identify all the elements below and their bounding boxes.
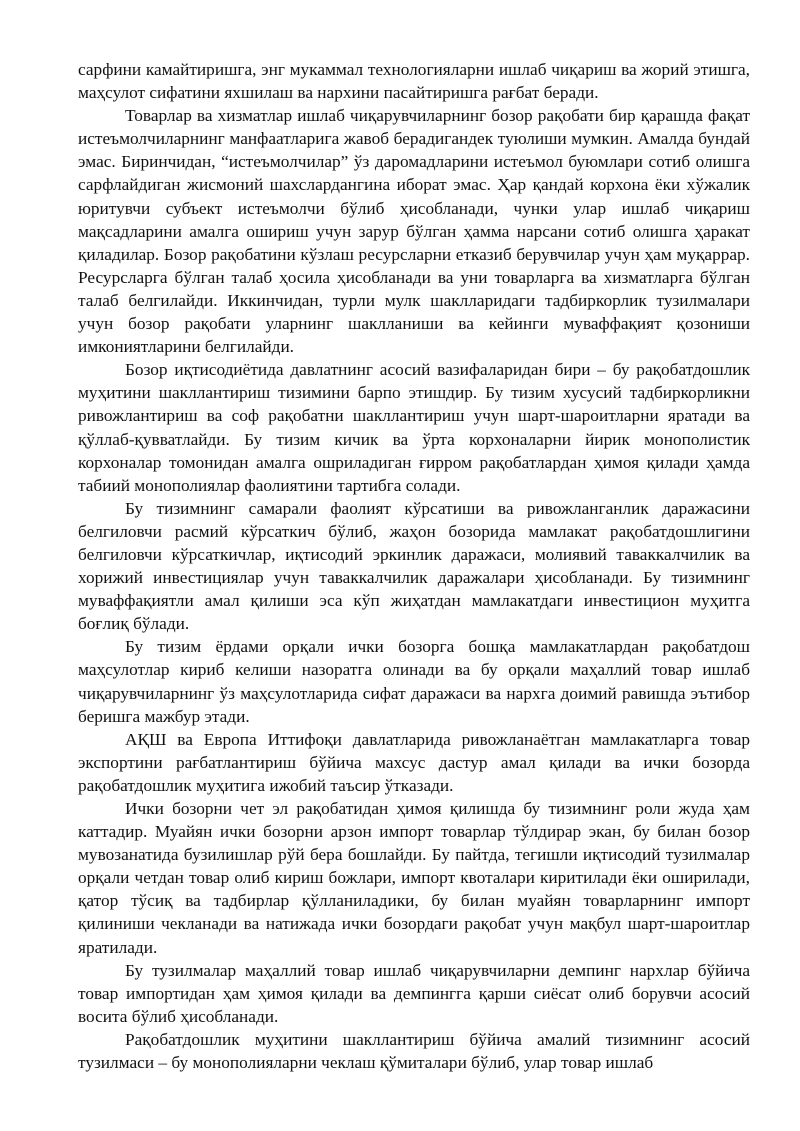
paragraph-continued: сарфини камайтиришга, энг мукаммал технологияларни ишлаб чиқариш ва жорий этишга, маҳсулот сифатини яхшилаш ва нархини пасайтиришга рағбат беради. xyxy=(78,60,750,103)
paragraph-usa-eu: АҚШ ва Европа Иттифоқи давлатларида ривожланаётган мамлакатларга товар экспортини рағбатлантириш бўйича махсус дастур амал қилади ва ички бозорда рақобатдошлик муҳитига ижобий таъсир ўтказади. xyxy=(78,729,750,795)
document-page xyxy=(78,58,750,1074)
paragraph-domestic-protection: Ички бозорни чет эл рақобатидан ҳимоя қилишда бу тизимнинг роли жуда ҳам каттадир. Муайян ички бозорни арзон импорт товарлар тўлдирар экан, бу билан бозор мувозанатида бузилишлар рўй бера бошлайди. Бу пайтда, тегишли иқтисодий тузилмалар орқали четдан товар олиб кириш божлари, импорт квоталари киритилади ёки оширилади, қатор тўсиқ ва тадбирлар қўлланиладики, бу билан муайян товарларнинг импорт қилиниши чекланади ва натижада ички бозордаги рақобат учун мақбул шарт-шароитлар яратилади. xyxy=(78,799,750,957)
paragraph-import-control: Бу тизим ёрдами орқали ички бозорга бошқа мамлакатлардан рақобатдош маҳсулотлар кириб келиши назоратга олинади ва бу орқали маҳаллий товар ишлаб чиқарувчиларнинг ўз маҳсулотларида сифат даражаси ва нархга доимий равишда эътибор беришга мажбур этади. xyxy=(78,637,750,726)
paragraph-indicators: Бу тизимнинг самарали фаолият кўрсатиши ва ривожланганлик даражасини белгиловчи расмий кўрсаткич бўлиб, жаҳон бозорида мамлакат рақобатдошлигини белгиловчи кўрсаткичлар, иқтисодий эркинлик даражаси, молиявий таваккалчилик ва хорижий инвестициялар учун таваккалчилик даражалари ҳисобланади. Бу тизимнинг муваффақиятли амал қилиши эса кўп жиҳатдан мамлакатдаги инвестицион муҳитга боғлиқ бўлади. xyxy=(78,498,750,634)
paragraph-antimonopoly: Рақобатдошлик муҳитини шакллантириш бўйича амалий тизимнинг асосий тузилмаси – бу монополияларни чеклаш қўмиталари бўлиб, улар товар ишлаб xyxy=(78,1029,750,1073)
paragraph-market-competition: Товарлар ва хизматлар ишлаб чиқарувчиларнинг бозор рақобати бир қарашда фақат истеъмолчиларнинг манфаатларига жавоб берадигандек туюлиши мумкин. Амалда бундай эмас. Биринчидан, “истеъмолчилар” ўз даромадларини истеъмол буюмлари сотиб олишга сарфлайдиган жисмоний шахслардангина иборат эмас. Ҳар қандай корхона ёки хўжалик юритувчи субъект истеъмолчи бўлиб ҳисобланади, чунки улар ишлаб чиқариш мақсадларини амалга ошириш учун зарур бўлган ҳамма нарсани сотиб олишга ҳаракат қиладилар. Бозор рақобатини кўзлаш ресурсларни етказиб берувчилар учун ҳам муқаррар. Ресурсларга бўлган талаб ҳосила ҳисобланади ва уни товарларга ва хизматларга бўлган талаб белгилайди. Иккинчидан, турли мулк шаклларидаги тадбиркорлик тузилмалари учун бозор рақобати уларнинг шаклланиши ва кейинги муваффақият қозониши имкониятларини белгилайди. xyxy=(78,106,750,357)
paragraph-dumping: Бу тузилмалар маҳаллий товар ишлаб чиқарувчиларни демпинг нархлар бўйича товар импортидан ҳам ҳимоя қилади ва демпингга қарши сиёсат олиб борувчи асосий восита бўлиб ҳисобланади. xyxy=(78,960,750,1026)
paragraph-state-role: Бозор иқтисодиётида давлатнинг асосий вазифаларидан бири – бу рақобатдошлик муҳитини шакллантириш тизимини барпо этишдир. Бу тизим хусусий тадбиркорликни ривожлантириш ва соф рақобатни шакллантириш учун шарт-шароитларни яратади ва қўллаб-қувватлайди. Бу тизим кичик ва ўрта корхоналарни йирик монополистик корхоналар томонидан амалга ошриладиган ғирром рақобатлардан ҳимоя қилади ҳамда табиий монополиялар фаолиятини тартибга солади. xyxy=(78,360,750,495)
